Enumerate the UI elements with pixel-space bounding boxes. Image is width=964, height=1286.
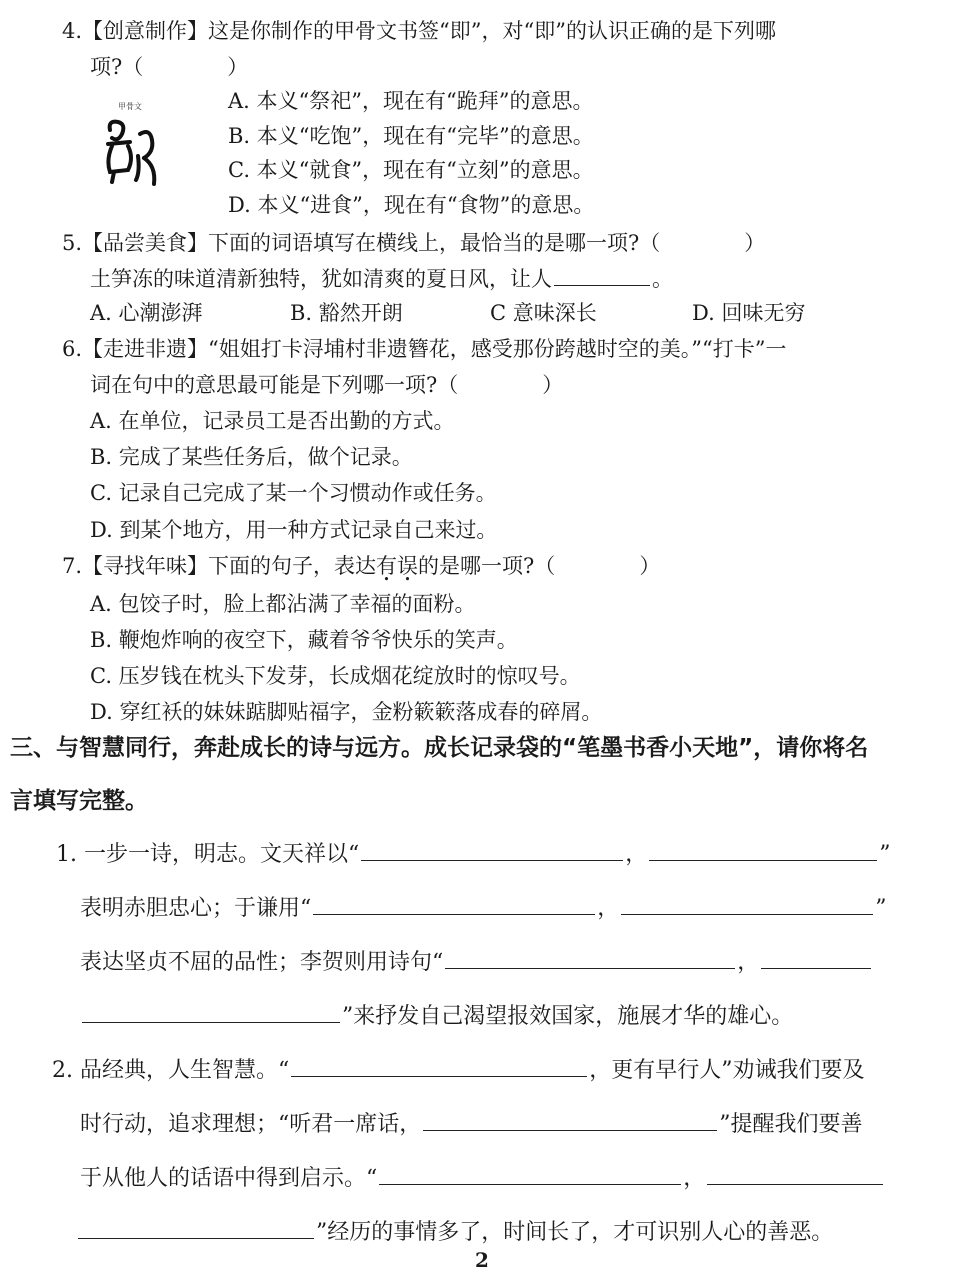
q5-answer-blank[interactable] [554, 263, 650, 286]
q4-option-b: B. 本义“吃饱”，现在有“完毕”的意思。 [228, 124, 594, 148]
section3-heading-line1: 三、与智慧同行，奔赴成长的诗与远方。成长记录袋的“笔墨书香小天地”，请你将名 [10, 735, 869, 761]
q6-option-a: A. 在单位，记录员工是否出勤的方式。 [90, 409, 455, 433]
page-number: 2 [475, 1248, 489, 1272]
fill1-line2: 表明赤胆忠心；于谦用“ ， ” [80, 892, 887, 924]
q6-stem-line2: 词在句中的意思最可能是下列哪一项?（ ） [90, 373, 564, 397]
fill1-blank-2[interactable] [649, 838, 877, 861]
q5-sentence: 土笋冻的味道清新独特，犹如清爽的夏日风，让人 。 [90, 263, 673, 294]
q5-option-d: D. 回味无穷 [692, 301, 806, 325]
fill1-blank-3[interactable] [313, 892, 595, 915]
q7-option-c: C. 压岁钱在枕头下发芽，长成烟花绽放时的惊叹号。 [90, 664, 581, 688]
q5-stem: 5.【品尝美食】下面的词语填写在横线上，最恰当的是哪一项?（ ） [62, 231, 766, 255]
q7-option-d: D. 穿红袄的妹妹踮脚贴福字，金粉簌簌落成春的碎屑。 [90, 700, 603, 724]
oracle-caption: 甲骨文 [118, 102, 142, 111]
q6-option-c: C. 记录自己完成了某一个习惯动作或任务。 [90, 481, 497, 505]
q6-option-d: D. 到某个地方，用一种方式记录自己来过。 [90, 518, 498, 542]
fill1-blank-4[interactable] [621, 892, 873, 915]
oracle-bone-glyph-icon [100, 100, 162, 190]
fill2-line1: 2. 品经典，人生智慧。“ ，更有早行人”劝诫我们要及 [52, 1054, 864, 1086]
q7-option-a: A. 包饺子时，脸上都沾满了幸福的面粉。 [90, 592, 476, 616]
fill2-blank-4[interactable] [707, 1162, 883, 1185]
fill1-blank-1[interactable] [361, 838, 623, 861]
fill2-blank-3[interactable] [379, 1162, 681, 1185]
fill2-line2: 时行动，追求理想；“听君一席话， ”提醒我们要善 [80, 1108, 863, 1140]
q4-option-a: A. 本义“祭祀”，现在有“跪拜”的意思。 [228, 89, 594, 113]
q5-option-c: C 意味深长 [490, 301, 597, 325]
fill1-line4: ”来抒发自己渴望报效国家，施展才华的雄心。 [80, 1000, 793, 1032]
fill2-line4: ”经历的事情多了，时间长了，才可识别人心的善恶。 [76, 1216, 833, 1248]
fill2-line3: 于从他人的话语中得到启示。“ ， [80, 1162, 885, 1194]
q5-option-a: A. 心潮澎湃 [90, 301, 203, 325]
fill2-blank-1[interactable] [291, 1054, 587, 1077]
q7-option-b: B. 鞭炮炸响的夜空下，藏着爷爷快乐的笑声。 [90, 628, 518, 652]
fill1-blank-6[interactable] [761, 946, 871, 969]
q4-stem-line1: 4.【创意制作】这是你制作的甲骨文书签“即”，对“即”的认识正确的是下列哪 [62, 19, 776, 43]
fill2-blank-5[interactable] [78, 1216, 314, 1239]
q7-stem: 7.【寻找年味】下面的句子，表达有误的是哪一项?（ ） [62, 554, 661, 578]
q6-option-b: B. 完成了某些任务后，做个记录。 [90, 445, 413, 469]
q5-option-b: B. 豁然开朗 [290, 301, 403, 325]
q4-stem-line2: 项?（ ） [90, 55, 249, 79]
fill1-blank-5[interactable] [445, 946, 735, 969]
section3-heading-line2: 言填写完整。 [10, 788, 148, 814]
q4-option-c: C. 本义“就食”，现在有“立刻”的意思。 [228, 158, 594, 182]
fill2-blank-2[interactable] [423, 1108, 717, 1131]
fill1-line3: 表达坚贞不屈的品性；李贺则用诗句“ ， [80, 946, 873, 978]
fill1-line1: 1. 一步一诗，明志。文天祥以“ ， ” [56, 838, 891, 870]
fill1-blank-7[interactable] [82, 1000, 340, 1023]
q4-option-d: D. 本义“进食”，现在有“食物”的意思。 [228, 193, 595, 217]
q6-stem-line1: 6.【走进非遗】“姐姐打卡浔埔村非遗簪花，感受那份跨越时空的美。”“打卡”一 [62, 337, 787, 361]
